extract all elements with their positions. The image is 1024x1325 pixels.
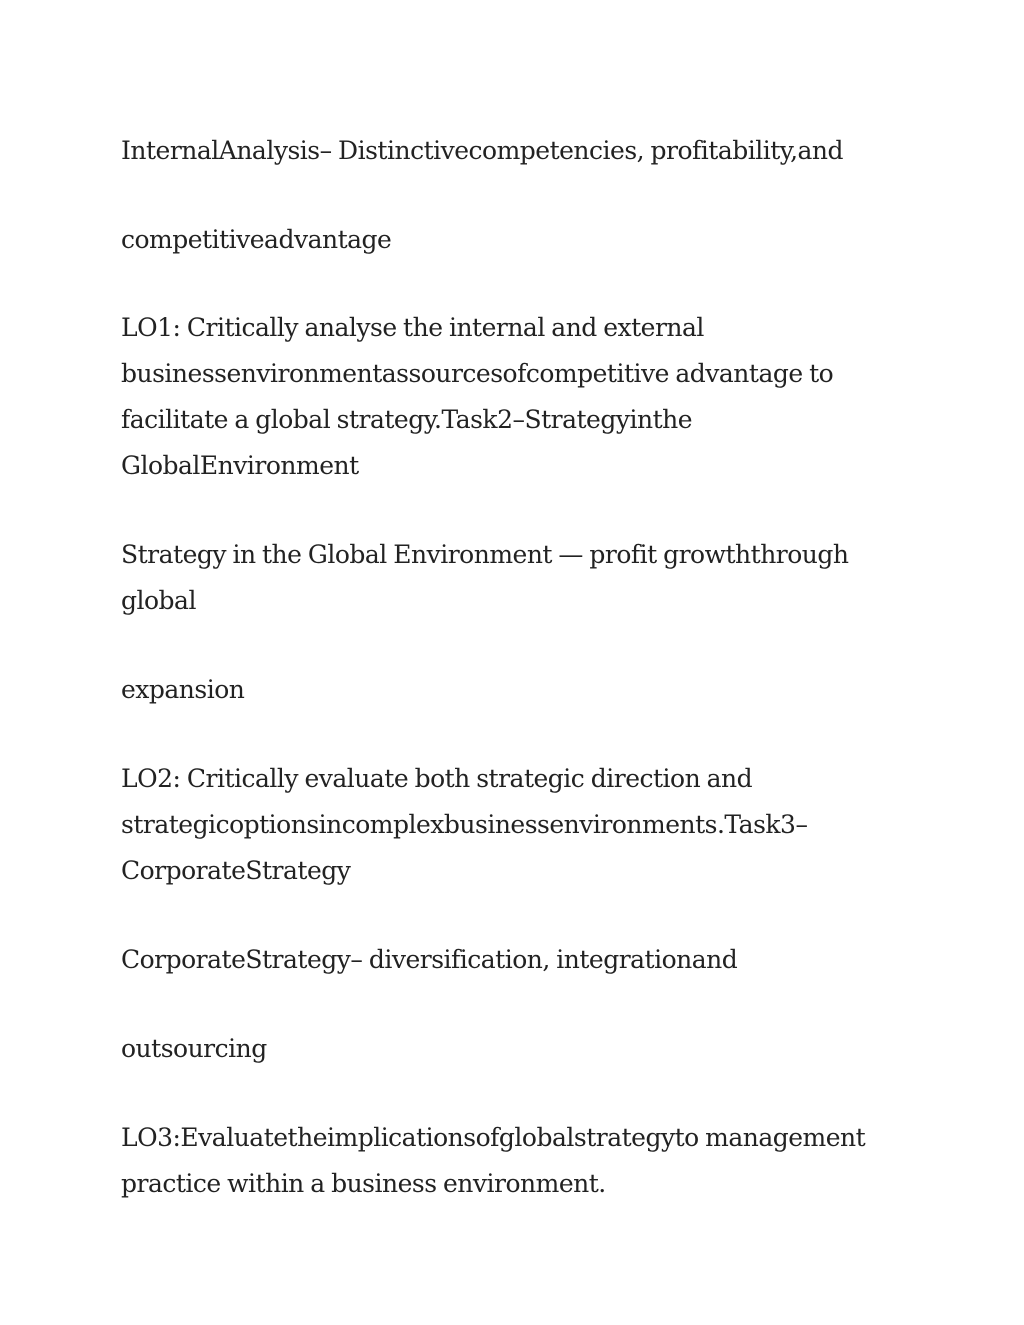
learning-outcome-lo1 [121, 305, 911, 489]
text-line: facilitate a global strategy.Task2–Strategyinthe [121, 405, 693, 434]
text-line: CorporateStrategy– diversification, integrationand [121, 945, 738, 974]
text-line: outsourcing [121, 1034, 267, 1063]
text-line: Strategy in the Global Environment — profit growththrough [121, 540, 849, 569]
heading-global-strategy [121, 532, 911, 624]
text-line: strategicoptionsincomplexbusinessenvironments.Task3– [121, 810, 808, 839]
text-line: global [121, 586, 196, 615]
text-line: competitiveadvantage [121, 225, 392, 254]
text-line: CorporateStrategy [121, 856, 351, 885]
learning-outcome-lo2 [121, 756, 911, 894]
text-line: LO2: Critically evaluate both strategic direction and [121, 764, 753, 793]
text-line: GlobalEnvironment [121, 451, 359, 480]
heading-internal-analysis-continued [121, 217, 911, 263]
text-line: LO1: Critically analyse the internal and external [121, 313, 704, 342]
heading-corporate-strategy-continued [121, 1026, 911, 1072]
text-line: LO3:Evaluatetheimplicationsofglobalstrategyto management [121, 1123, 866, 1152]
text-line: practice within a business environment. [121, 1169, 606, 1198]
heading-global-strategy-continued [121, 667, 911, 713]
heading-corporate-strategy [121, 937, 911, 983]
text-line: InternalAnalysis– Distinctivecompetencies, profitability,and [121, 136, 844, 165]
text-line: expansion [121, 675, 245, 704]
text-line: businessenvironmentassourcesofcompetitive advantage to [121, 359, 834, 388]
heading-internal-analysis [121, 128, 911, 174]
learning-outcome-lo3 [121, 1115, 911, 1207]
